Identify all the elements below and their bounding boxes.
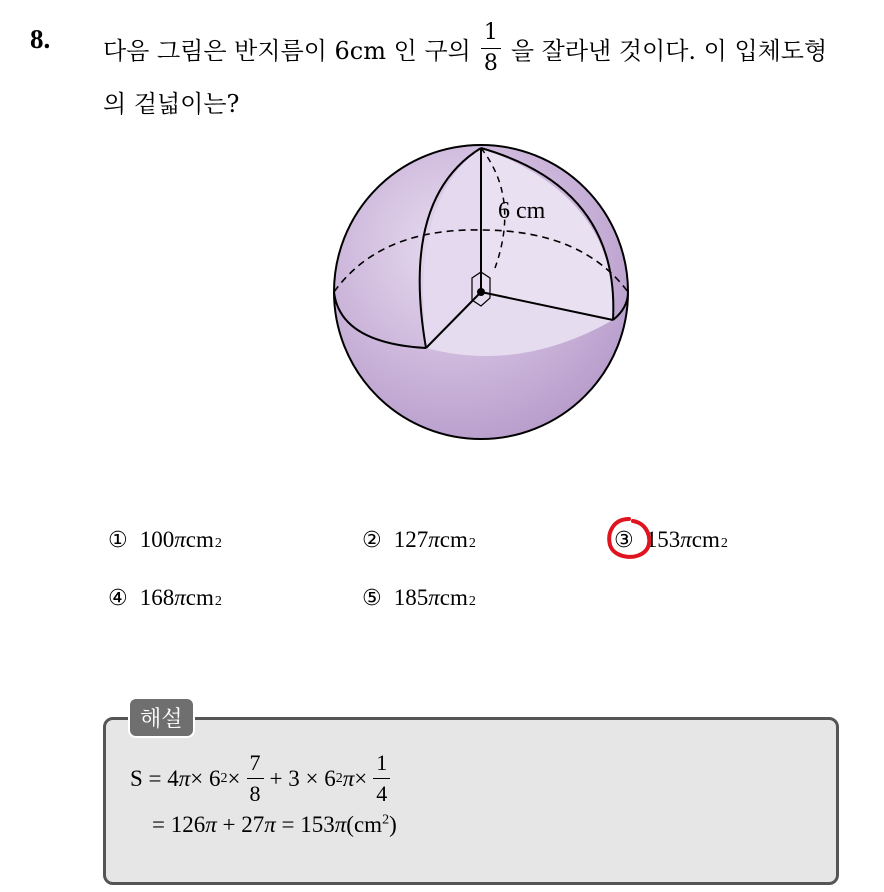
eq1-frac1-numerator: 7 — [247, 752, 264, 779]
question-text-before: 다음 그림은 반지름이 6cm 인 구의 — [103, 37, 471, 65]
choice-pi: π — [428, 527, 440, 552]
choice-exponent: 2 — [720, 536, 728, 551]
solution-equation-2 — [152, 812, 397, 838]
choice-pi: π — [174, 527, 186, 552]
choice-unit: cm — [185, 527, 214, 552]
eq1-pi-2: π — [342, 765, 355, 791]
solution-label: 해설 — [128, 697, 195, 738]
question-number: 8. — [30, 24, 51, 54]
eq2-pi-b: π — [264, 812, 276, 837]
choice-unit: cm — [439, 527, 468, 552]
choice-2[interactable] — [362, 527, 476, 553]
eq2-d: (cm — [346, 812, 383, 837]
solution-equation-1 — [130, 752, 396, 805]
fraction-numerator: 1 — [481, 22, 501, 49]
answer-circle-mark — [605, 515, 653, 563]
choice-mark: ③ — [614, 528, 634, 553]
eq1-fraction-1 — [247, 752, 264, 805]
choice-mark: ② — [362, 528, 382, 553]
choice-value: 127 — [393, 527, 429, 552]
sphere-figure — [320, 138, 640, 448]
choice-mark: ① — [108, 528, 128, 553]
eq1-frac2-denominator: 4 — [376, 781, 388, 806]
choice-exponent: 2 — [468, 594, 476, 609]
choice-pi: π — [428, 585, 440, 610]
eq1-part3: × — [227, 765, 241, 791]
eq1-fraction-2 — [373, 752, 390, 805]
choice-mark: ④ — [108, 586, 128, 611]
choice-mark: ⑤ — [362, 586, 382, 611]
fraction-denominator: 8 — [483, 51, 498, 76]
choice-value: 100 — [139, 527, 175, 552]
eq2-c: = 153 — [275, 812, 335, 837]
eq1-lhs: S = 4 — [130, 765, 179, 791]
eq1-part5: × — [354, 765, 368, 791]
eq2-b: + 27 — [216, 812, 265, 837]
question-text-after: 을 잘라낸 것이다. 이 입체도형 — [510, 37, 828, 65]
choice-4[interactable] — [108, 585, 222, 611]
choice-unit: cm — [691, 527, 720, 552]
center-point — [477, 288, 485, 296]
choice-exponent: 2 — [214, 536, 222, 551]
choice-exponent: 2 — [468, 536, 476, 551]
choice-unit: cm — [185, 585, 214, 610]
eq1-exp-2: 2 — [335, 770, 343, 786]
eq1-exp: 2 — [220, 770, 228, 786]
choice-pi: π — [680, 527, 692, 552]
eq2-e: ) — [389, 812, 397, 837]
eq2-pi-a: π — [205, 812, 217, 837]
choice-value: 153 — [645, 527, 681, 552]
choice-value: 168 — [139, 585, 175, 610]
eq2-pi-c: π — [334, 812, 347, 837]
eq1-part2: × 6 — [190, 765, 221, 791]
eq1-frac1-denominator: 8 — [249, 781, 261, 806]
choice-unit: cm — [439, 585, 468, 610]
question-fraction — [481, 22, 501, 75]
eq1-frac2-numerator: 1 — [373, 752, 390, 779]
choice-5[interactable] — [362, 585, 476, 611]
choice-pi: π — [174, 585, 186, 610]
choice-value: 185 — [393, 585, 429, 610]
radius-label: 6 cm — [498, 198, 546, 224]
eq2-a: = 126 — [152, 812, 206, 837]
eq2-exp: 2 — [382, 812, 390, 828]
eq1-part4: + 3 × 6 — [269, 765, 336, 791]
choice-exponent: 2 — [214, 594, 222, 609]
choice-1[interactable] — [108, 527, 222, 553]
question-text-line1 — [103, 22, 827, 75]
eq1-pi: π — [178, 765, 191, 791]
question-text-line2: 의 겉넓이는? — [103, 90, 240, 118]
